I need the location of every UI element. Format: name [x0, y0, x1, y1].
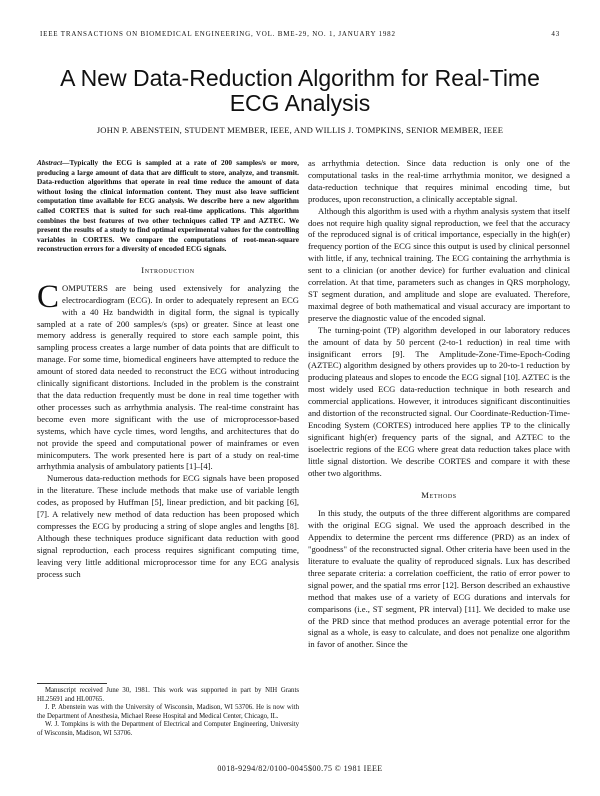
- journal-citation: IEEE TRANSACTIONS ON BIOMEDICAL ENGINEERING, VOL. BME-29, NO. 1, JANUARY 1982: [40, 30, 396, 38]
- drop-cap: C: [37, 278, 60, 315]
- abstract: [37, 158, 299, 254]
- footnote-rule: [37, 683, 107, 684]
- copyright-footer: 0018-9294/82/0100-0045$00.75 © 1981 IEEE: [217, 764, 383, 773]
- footnotes: [37, 683, 299, 738]
- author-line: JOHN P. ABENSTEIN, STUDENT MEMBER, IEEE, AND WILLIS J. TOMPKINS, SENIOR MEMBER, IEEE: [96, 125, 504, 135]
- intro-paragraph-4: The turning-point (TP) algorithm developed in our laboratory reduces the amount of data by 50 percent (2-to-1 reduction) in real time with insignificant errors [9]. The Amplitude-Zone-Time-Epoch-Coding (AZTEC) algorithm designed by others provides up to 20-to-1 reduction by producing plateaus and slopes to encode the ECG signal [10]. AZTEC is the most widely used ECG data-reduction technique in both research and commercial applications. However, it introduces significant discontinuities and distortion of the reconstructed signal. Our Coordinate-Reduction-Time-Encoding System (CORTES) introduced here applies TP to the clinically significant high(er) frequency parts of the signal, and AZTEC to the isoelectric regions of the ECG where great data reduction takes place with little signal distortion. We describe CORTES and compare it with these other two algorithms.: [308, 324, 570, 478]
- methods-heading: Methods: [421, 490, 457, 501]
- left-column: [37, 158, 299, 581]
- page-number: 43: [551, 30, 560, 38]
- footnote-tompkins: W. J. Tompkins is with the Department of Electrical and Computer Engineering, University of Wisconsin, Madison, WI 53706.: [37, 721, 299, 737]
- introduction-heading: Introduction: [141, 264, 195, 275]
- running-head: [40, 30, 560, 42]
- footnote-manuscript: Manuscript received June 30, 1981. This work was supported in part by NIH Grants HL25691 and HL00765.: [37, 687, 299, 703]
- methods-paragraph-1: In this study, the outputs of the three different algorithms are compared with the original ECG signal. We used the approach described in the Appendix to determine the percent rms difference (PRD) as an index of "goodness" of the reconstructed signal. Other criteria have been used in the literature to evaluate the quality of reproduced signals. Lux has described three separate criteria: a correlation coefficient, the ratio of error power to signal power, and the spatial rms error [12]. Berson described an exhaustive method that makes use of a variety of ECG durations and intervals for comparisons (i.e., ST segment, PR interval) [11]. We decided to make use of the PRD since that method produces an average potential error for the signal as a whole, is easy to calculate, and does not penalize one algorithm in favor of another. Since the: [308, 508, 570, 650]
- title-line-1: A New Data-Reduction Algorithm for Real-Time: [60, 65, 540, 91]
- paper-title: [40, 66, 560, 116]
- intro-paragraph-3: Although this algorithm is used with a rhythm analysis system that itself does not require high quality signal reproduction, we feel that the accuracy of the reproduced signal is of critical importance, especially in the high(er) frequency portion of the ECG since this output is used by clinical personnel with little, if any, technical training. The ECG containing the arrhythmia is sent to a clinician (or another device) for further evaluation and clinical correlation. At that time, parameters such as changes in QRS morphology, ST segment duration, and amplitude and slope are evaluated. Therefore, maximal degree of both mathematical and visual accuracy are important to preserve the diagnostic value of the encoded signal.: [308, 205, 570, 323]
- abstract-text: —Typically the ECG is sampled at a rate of 200 samples/s or more, producing a large amount of data that are difficult to store, analyze, and transmit. Data-reduction algorithms that operate in real time reduce the amount of data without losing the clinical information content. They must also leave sufficient computation time available for ECG analysis. We describe here a new algorithm called CORTES that is suited for such real-time applications. This algorithm combines the best features of two other techniques called TP and AZTEC. We present the results of a study to find optimal experimental values for the controlling variables in CORTES. We compare the computations of root-mean-square reconstruction errors for a diversity of encoded ECG signals.: [37, 158, 299, 254]
- intro-paragraph-2-continued: as arrhythmia detection. Since data reduction is only one of the computational tasks in the real-time arrhythmia monitor, we designed a data-reduction technique that requires minimal encoding time, but produces, upon reconstruction, a clinically acceptable signal.: [308, 158, 570, 204]
- title-line-2: ECG Analysis: [229, 90, 371, 116]
- intro-paragraph-2: Numerous data-reduction methods for ECG signals have been proposed in the literature. These include methods that make use of variable length codes, as proposed by Huffman [5], linear prediction, and bit packing [6], [7]. A relatively new method of data reduction has been proposed which compresses the ECG by producing a string of slope angles and lengths [8]. Although these techniques produce significant data reduction with good signal reproduction, each process requires significant computing time, leaving very little additional microprocessor time for any ECG analysis process such: [37, 473, 299, 579]
- footnote-abenstein: J. P. Abenstein was with the University of Wisconsin, Madison, WI 53706. He is now with the Department of Anesthesia, Michael Reese Hospital and Medical Center, Chicago, IL.: [37, 704, 299, 720]
- intro-paragraph-1-text: OMPUTERS are being used extensively for analyzing the electrocardiogram (ECG). In order to adequately represent an ECG with a 40 Hz bandwidth in digital form, the signal is typically sampled at a rate of 200 samples/s (sps) or greater. Since at least one memory address is generally required to store each sample point, this sampling process creates a large number of data points that are difficult to manage. For some time, biomedical engineers have attempted to reduce the amount of stored data needed to reconstruct the ECG without introducing clinically significant distortions. Included in the problem is the constraint that the data reduction frequently must be done in real time together with other processes such as arrhythmia analysis. The real-time constraint has become even more significant with the use of microprocessor-based systems, which have cycle times, word lengths, and architectures that do not provide the speed and computational power of mainframes or even minicomputers. The work presented here is part of a study on real-time arrhythmia analysis of ambulatory patients [1]–[4].: [37, 282, 299, 472]
- intro-paragraph-1: [37, 278, 299, 474]
- abstract-label: Abstract: [37, 158, 63, 167]
- right-column: [308, 158, 570, 651]
